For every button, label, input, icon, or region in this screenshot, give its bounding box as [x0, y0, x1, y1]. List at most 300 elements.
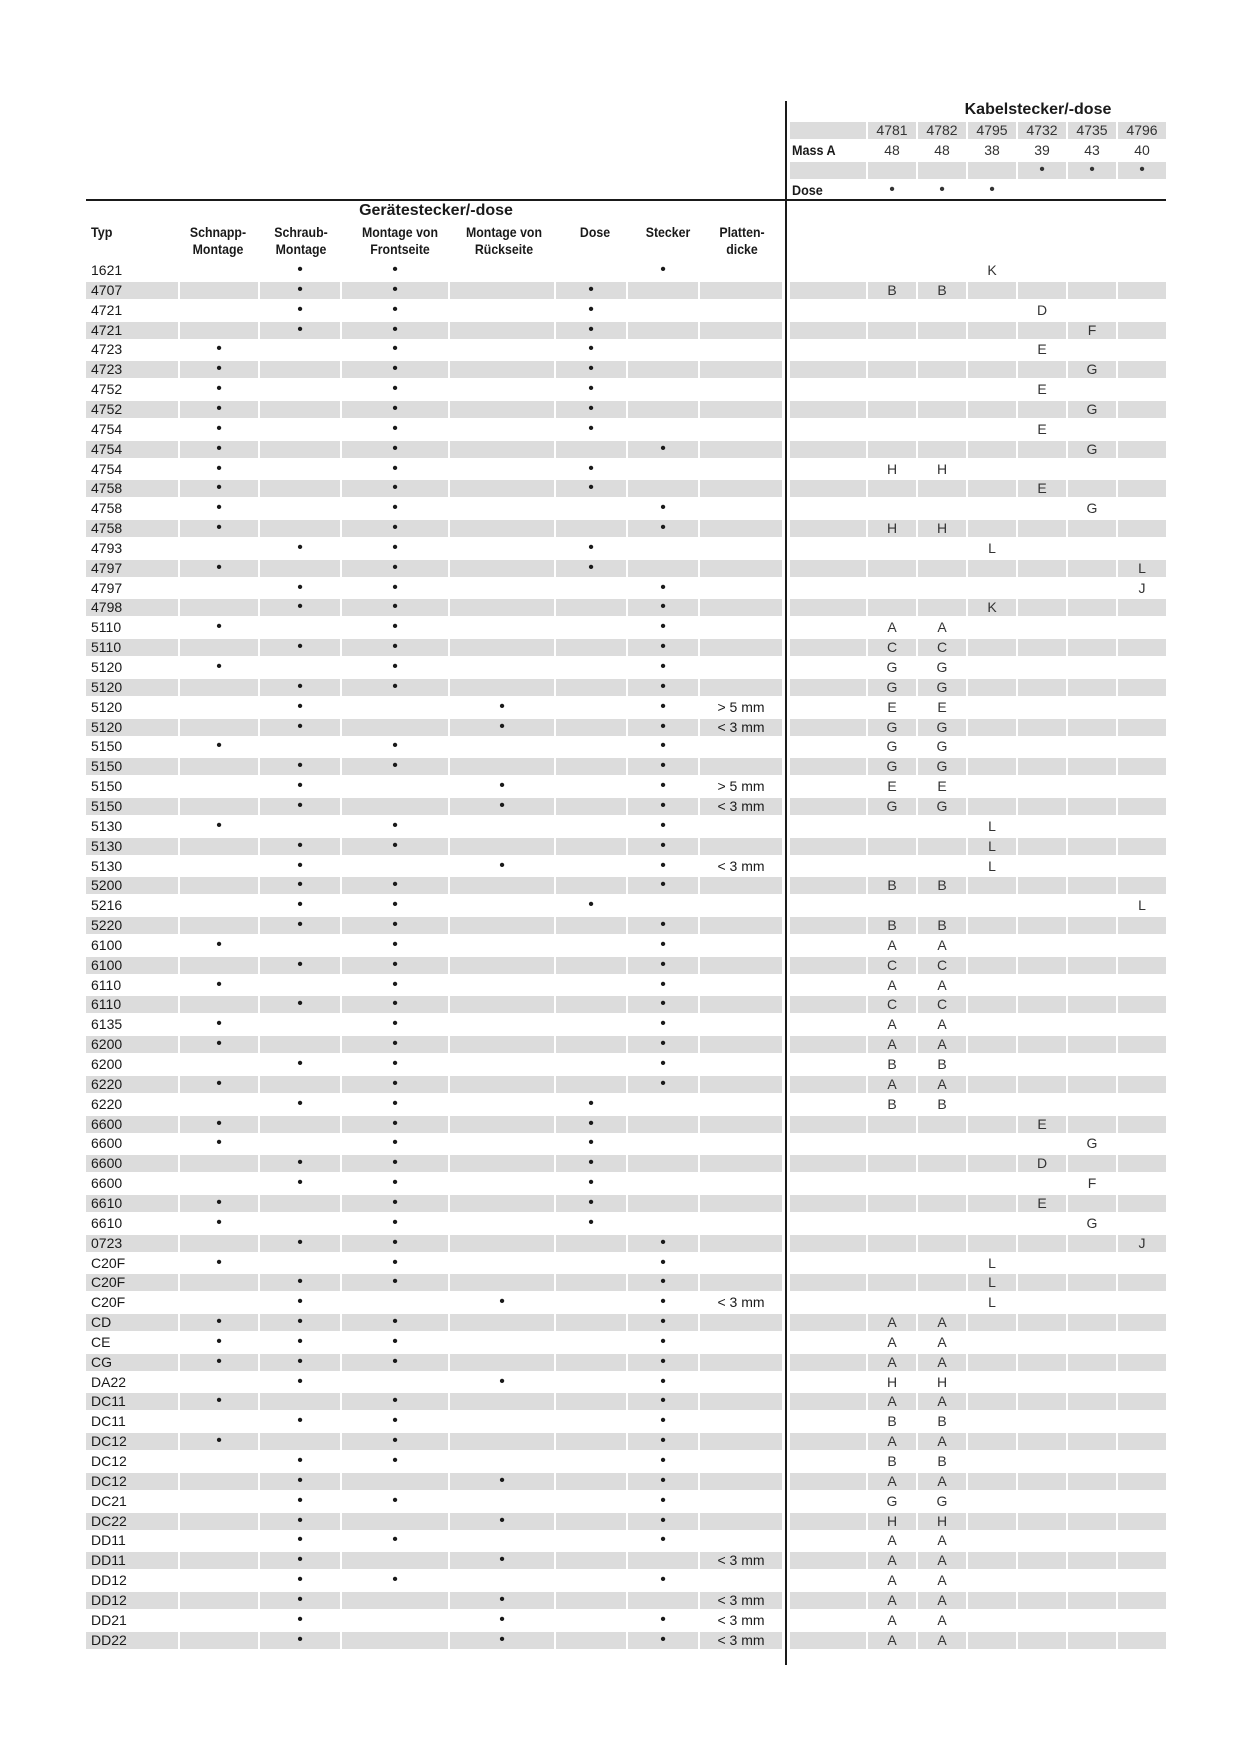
cell-screw: •	[297, 1491, 303, 1509]
cell-typ: 6100	[91, 956, 123, 973]
cell-stecker: •	[660, 1511, 666, 1529]
row-cell-bg	[450, 917, 554, 934]
cell-snap: •	[216, 935, 222, 953]
row-cell-bg	[968, 361, 1016, 378]
cell-cable-code: E	[937, 778, 947, 795]
cell-cable-code: A	[937, 1036, 947, 1053]
cell-cable-code: B	[937, 1413, 947, 1430]
row-cell-bg	[968, 1076, 1016, 1093]
cell-stecker: •	[660, 1074, 666, 1092]
cell-cable-code: E	[1037, 1115, 1047, 1132]
cell-screw: •	[297, 578, 303, 596]
cell-typ: 4754	[91, 440, 123, 457]
row-cell-bg	[1018, 1393, 1066, 1410]
row-cell-bg	[1018, 361, 1066, 378]
row-cell-bg	[450, 282, 554, 299]
cell-front: •	[392, 1452, 398, 1469]
row-cell-bg	[700, 520, 782, 537]
row-cell-bg	[790, 1155, 866, 1172]
cell-typ: DC12	[91, 1453, 127, 1469]
cell-front: •	[392, 459, 398, 477]
cell-snap: •	[216, 479, 222, 497]
cell-typ: 4754	[91, 420, 123, 437]
cell-cable-code: H	[936, 1512, 948, 1529]
row-cell-bg	[628, 560, 698, 577]
row-cell-bg	[790, 1354, 866, 1371]
row-cell-bg	[628, 401, 698, 418]
cell-cable-code: A	[937, 1532, 947, 1549]
row-cell-bg	[790, 1513, 866, 1530]
cell-dose: •	[588, 1213, 594, 1231]
cell-typ: C20F	[91, 1274, 126, 1291]
row-cell-bg	[790, 1314, 866, 1331]
row-cell-bg	[790, 679, 866, 696]
row-cell-bg	[450, 679, 554, 696]
row-cell-bg	[556, 957, 626, 974]
cell-screw: •	[297, 677, 303, 695]
row-cell-bg	[1068, 560, 1116, 577]
row-cell-bg	[1018, 639, 1066, 656]
row-cell-bg	[1118, 1155, 1166, 1172]
cell-typ: C20F	[91, 1254, 126, 1271]
row-cell-bg	[1018, 1274, 1066, 1291]
row-cell-bg	[1068, 917, 1116, 934]
row-cell-bg	[790, 1235, 866, 1252]
cell-cable-code: A	[937, 976, 947, 993]
row-cell-bg	[1118, 1195, 1166, 1212]
cell-typ: 6200	[91, 1056, 123, 1072]
row-cell-bg	[968, 758, 1016, 775]
row-cell-bg	[1118, 1632, 1166, 1649]
row-cell-bg	[1068, 282, 1116, 299]
cell-plate: < 3 mm	[717, 857, 765, 874]
cell-dose: •	[588, 360, 594, 378]
cell-snap: •	[216, 737, 222, 755]
cell-cable-code: E	[1037, 341, 1047, 358]
row-cell-bg	[1068, 480, 1116, 497]
cell-typ: DD22	[91, 1631, 127, 1648]
row-cell-bg	[556, 1513, 626, 1530]
row-cell-bg	[968, 401, 1016, 418]
cell-screw: •	[297, 1313, 303, 1331]
cable-mass-value: 48	[884, 142, 900, 158]
row-cell-bg	[1018, 917, 1066, 934]
row-cell-bg	[260, 1433, 340, 1450]
cell-stecker: •	[660, 1412, 666, 1430]
cell-snap: •	[216, 1313, 222, 1331]
cell-cable-code: A	[887, 1572, 897, 1589]
row-cell-bg	[450, 838, 554, 855]
cable-type-value: 4796	[1126, 122, 1158, 138]
cell-screw: •	[297, 598, 303, 616]
cell-typ: DD11	[91, 1552, 126, 1569]
cell-cable-code: A	[937, 1572, 947, 1589]
row-cell-bg	[450, 1235, 554, 1252]
cell-front: •	[392, 1352, 398, 1370]
row-cell-bg	[180, 639, 258, 656]
cell-stecker: •	[660, 717, 666, 735]
row-cell-bg	[918, 1195, 966, 1212]
cell-front: •	[392, 1074, 398, 1092]
cell-front: •	[392, 320, 398, 338]
row-cell-bg	[700, 560, 782, 577]
cell-screw: •	[297, 955, 303, 973]
cell-snap: •	[216, 1134, 222, 1152]
cell-cable-code: G	[886, 718, 898, 735]
cell-front: •	[392, 975, 398, 993]
row-cell-bg	[968, 1473, 1016, 1490]
row-cell-bg	[790, 1632, 866, 1649]
cell-back: •	[499, 1551, 505, 1569]
row-cell-bg	[868, 1155, 916, 1172]
row-cell-bg	[790, 798, 866, 815]
cell-stecker: •	[660, 1432, 666, 1450]
cell-typ: 6600	[91, 1175, 123, 1192]
row-cell-bg	[1118, 719, 1166, 736]
row-cell-bg	[1118, 917, 1166, 934]
cell-typ: 5130	[91, 837, 123, 854]
row-cell-bg	[1018, 401, 1066, 418]
cell-stecker: •	[660, 1531, 666, 1549]
cell-front: •	[392, 995, 398, 1013]
row-cell-bg	[556, 1393, 626, 1410]
row-cell-bg	[1118, 401, 1166, 418]
cell-snap: •	[216, 340, 222, 358]
row-cell-bg	[700, 1513, 782, 1530]
row-cell-bg	[700, 838, 782, 855]
row-cell-bg	[1018, 758, 1066, 775]
row-cell-bg	[1018, 838, 1066, 855]
cell-front: •	[392, 538, 398, 556]
row-cell-bg	[556, 758, 626, 775]
cell-screw: •	[297, 796, 303, 814]
cell-dose: •	[588, 1114, 594, 1132]
row-cell-bg	[968, 639, 1016, 656]
cell-back: •	[499, 796, 505, 814]
cell-cable-code: A	[887, 1075, 897, 1092]
header-rueck	[451, 224, 557, 258]
row-cell-bg	[1018, 1513, 1066, 1530]
row-cell-bg	[700, 957, 782, 974]
header-typ: Typ	[91, 224, 113, 240]
row-cell-bg	[342, 1513, 448, 1530]
row-cell-bg	[1118, 480, 1166, 497]
row-cell-bg	[556, 1473, 626, 1490]
row-cell-bg	[180, 719, 258, 736]
row-cell-bg	[1018, 1076, 1066, 1093]
cell-typ: 5110	[91, 639, 122, 656]
cell-screw: •	[297, 280, 303, 298]
cell-front: •	[392, 558, 398, 576]
row-cell-bg	[450, 599, 554, 616]
row-cell-bg	[1118, 679, 1166, 696]
cell-stecker: •	[660, 439, 666, 457]
cable-type-value: 4782	[926, 122, 958, 138]
row-cell-bg	[1068, 996, 1116, 1013]
cell-stecker: •	[660, 638, 666, 656]
row-cell-bg	[556, 1076, 626, 1093]
row-cell-bg	[968, 719, 1016, 736]
row-cell-bg	[260, 1076, 340, 1093]
row-cell-bg	[1018, 1235, 1066, 1252]
row-cell-bg	[1118, 1473, 1166, 1490]
cell-front: •	[392, 1094, 398, 1112]
cell-screw: •	[297, 1094, 303, 1112]
row-cell-bg	[700, 1235, 782, 1252]
row-cell-bg	[918, 1155, 966, 1172]
cell-screw: •	[297, 1452, 303, 1469]
row-cell-bg	[1068, 758, 1116, 775]
cell-dose: •	[588, 300, 594, 318]
cable-stecker-value: •	[1039, 161, 1045, 178]
cell-typ: 6110	[91, 996, 122, 1013]
cell-screw: •	[297, 1610, 303, 1628]
row-cell-bg	[450, 441, 554, 458]
row-cell-bg	[700, 758, 782, 775]
row-cell-bg	[1068, 520, 1116, 537]
cell-cable-code: C	[886, 639, 898, 656]
row-cell-bg	[700, 639, 782, 656]
cell-cable-code: A	[937, 1393, 947, 1410]
cell-stecker: •	[660, 1491, 666, 1509]
row-cell-bg	[450, 1036, 554, 1053]
cell-typ: 4752	[91, 400, 123, 417]
cell-plate: > 5 mm	[717, 698, 765, 715]
cell-cable-code: G	[936, 1492, 948, 1509]
cell-screw: •	[297, 1174, 303, 1192]
cell-front: •	[392, 499, 398, 517]
cell-snap: •	[216, 399, 222, 417]
row-cell-bg	[450, 758, 554, 775]
cell-front: •	[392, 618, 398, 636]
cell-screw: •	[297, 538, 303, 556]
row-cell-bg	[180, 996, 258, 1013]
row-cell-bg	[968, 1552, 1016, 1569]
cell-stecker: •	[660, 1293, 666, 1311]
cell-front: •	[392, 1015, 398, 1033]
cell-cable-code: A	[887, 1631, 897, 1648]
cell-cable-code: B	[937, 917, 947, 934]
row-cell-bg	[260, 1116, 340, 1133]
row-cell-bg	[180, 838, 258, 855]
cell-stecker: •	[660, 1313, 666, 1331]
cable-mass-value: 40	[1134, 142, 1150, 158]
cell-stecker: •	[660, 955, 666, 973]
cell-typ: 4721	[91, 321, 123, 338]
row-cell-bg	[790, 1473, 866, 1490]
row-cell-bg	[628, 480, 698, 497]
cell-typ: 4723	[91, 361, 123, 378]
row-cell-bg	[1018, 957, 1066, 974]
cell-back: •	[499, 717, 505, 735]
row-cell-bg	[968, 798, 1016, 815]
cell-cable-code: C	[936, 996, 948, 1013]
row-cell-bg	[450, 1354, 554, 1371]
row-cell-bg	[450, 639, 554, 656]
cell-typ: DD21	[91, 1611, 127, 1628]
cell-cable-code: L	[988, 857, 996, 874]
row-cell-bg	[1068, 957, 1116, 974]
row-cell-bg	[968, 1393, 1016, 1410]
row-cell-bg	[790, 719, 866, 736]
row-cell-bg	[1068, 1552, 1116, 1569]
row-cell-bg	[1018, 1632, 1066, 1649]
row-cell-bg	[968, 1195, 1016, 1212]
row-cell-bg	[968, 1354, 1016, 1371]
row-cell-bg	[918, 480, 966, 497]
cell-cable-code: L	[988, 837, 996, 854]
cell-snap: •	[216, 519, 222, 537]
cell-back: •	[499, 1293, 505, 1311]
cell-stecker: •	[660, 1352, 666, 1370]
cable-header-underline	[1068, 199, 1116, 201]
cell-stecker: •	[660, 1332, 666, 1350]
row-cell-bg	[700, 917, 782, 934]
cell-typ: C20F	[91, 1294, 126, 1311]
row-cell-bg	[1018, 1354, 1066, 1371]
row-cell-bg	[450, 1155, 554, 1172]
cell-plate: < 3 mm	[717, 718, 765, 735]
cell-cable-code: G	[886, 738, 898, 755]
row-cell-bg	[700, 1076, 782, 1093]
row-cell-bg	[450, 560, 554, 577]
cell-cable-code: B	[937, 1095, 947, 1112]
cell-cable-code: B	[887, 1056, 897, 1072]
cell-cable-code: A	[887, 976, 897, 993]
row-cell-bg	[1118, 798, 1166, 815]
row-cell-bg	[868, 322, 916, 339]
row-cell-bg	[180, 798, 258, 815]
cell-cable-code: B	[937, 1056, 947, 1072]
row-cell-bg	[1018, 679, 1066, 696]
cell-typ: 5120	[91, 698, 123, 715]
row-cell-bg	[1118, 1354, 1166, 1371]
cell-back: •	[499, 777, 505, 795]
cell-dose: •	[588, 320, 594, 338]
cell-cable-code: A	[887, 1552, 897, 1569]
cell-screw: •	[297, 757, 303, 775]
cell-stecker: •	[660, 519, 666, 537]
row-cell-bg	[450, 1274, 554, 1291]
row-cell-bg	[1018, 322, 1066, 339]
cell-back: •	[499, 1372, 505, 1390]
cell-cable-code: B	[887, 1413, 897, 1430]
header-schraub-line1: Schraub-	[274, 224, 328, 240]
cell-snap: •	[216, 439, 222, 457]
row-cell-bg	[1068, 1433, 1116, 1450]
cell-screw: •	[297, 1511, 303, 1529]
row-cell-bg	[450, 361, 554, 378]
cable-header-underline	[968, 199, 1016, 201]
cell-cable-code: B	[887, 1095, 897, 1112]
cell-cable-code: E	[887, 698, 897, 715]
cable-label-mass: Mass A	[792, 142, 836, 158]
cell-back: •	[499, 856, 505, 874]
cell-typ: 6135	[91, 1016, 123, 1033]
row-cell-bg	[450, 520, 554, 537]
cell-dose: •	[588, 1134, 594, 1152]
row-cell-bg	[700, 361, 782, 378]
row-cell-bg	[1118, 957, 1166, 974]
cell-cable-code: G	[886, 797, 898, 814]
row-cell-bg	[968, 957, 1016, 974]
row-cell-bg	[968, 322, 1016, 339]
row-cell-bg	[968, 1513, 1016, 1530]
cable-type-value: 4781	[876, 122, 908, 138]
row-cell-bg	[450, 957, 554, 974]
cell-dose: •	[588, 896, 594, 914]
cell-front: •	[392, 419, 398, 437]
cell-stecker: •	[660, 618, 666, 636]
cell-cable-code: E	[887, 778, 897, 795]
cell-snap: •	[216, 558, 222, 576]
row-cell-bg	[968, 1433, 1016, 1450]
cell-dose: •	[588, 1174, 594, 1192]
row-cell-bg	[790, 1116, 866, 1133]
cell-typ: 6600	[91, 1135, 123, 1152]
cell-front: •	[392, 399, 398, 417]
row-cell-bg	[556, 1552, 626, 1569]
cell-stecker: •	[660, 796, 666, 814]
cell-cable-code: L	[988, 817, 996, 834]
row-cell-bg	[1068, 1195, 1116, 1212]
cable-mass-value: 39	[1034, 142, 1050, 158]
cell-cable-code: D	[1036, 301, 1048, 318]
cell-plate: < 3 mm	[717, 1631, 765, 1648]
cell-front: •	[392, 519, 398, 537]
header-platten-line1: Platten-	[719, 224, 765, 240]
row-cell-bg	[260, 401, 340, 418]
row-cell-bg	[556, 520, 626, 537]
cell-cable-code: B	[887, 281, 897, 298]
cable-stecker-value: •	[1139, 161, 1145, 178]
cell-front: •	[392, 916, 398, 934]
cell-cable-code: C	[886, 956, 898, 973]
cell-typ: 5120	[91, 718, 123, 735]
cable-type-value: 4735	[1076, 122, 1108, 138]
row-cell-bg	[700, 1155, 782, 1172]
row-cell-bg	[628, 1155, 698, 1172]
cell-cable-code: E	[1037, 1194, 1047, 1211]
row-cell-bg	[556, 719, 626, 736]
row-cell-bg	[868, 1116, 916, 1133]
cable-mass-value: 48	[934, 142, 950, 158]
row-cell-bg	[556, 1036, 626, 1053]
row-cell-bg	[1068, 1116, 1116, 1133]
cell-front: •	[392, 1233, 398, 1251]
cell-back: •	[499, 1590, 505, 1608]
header-platten	[707, 224, 777, 258]
cell-cable-code: G	[936, 738, 948, 755]
cell-cable-code: C	[936, 956, 948, 973]
cell-stecker: •	[660, 1015, 666, 1033]
cell-front: •	[392, 1392, 398, 1410]
cell-stecker: •	[660, 1035, 666, 1053]
section-divider	[785, 101, 787, 1665]
row-cell-bg	[1018, 1592, 1066, 1609]
row-cell-bg	[556, 798, 626, 815]
row-cell-bg	[450, 1314, 554, 1331]
header-rueck-line2: Rückseite	[474, 241, 534, 257]
row-cell-bg	[1068, 1592, 1116, 1609]
row-cell-bg	[450, 1076, 554, 1093]
cell-plate: < 3 mm	[717, 1611, 765, 1628]
row-cell-bg	[790, 1433, 866, 1450]
cell-cable-code: A	[887, 1472, 897, 1489]
header-front-line2: Frontseite	[370, 241, 430, 257]
row-cell-bg	[1018, 1473, 1066, 1490]
cell-stecker: •	[660, 876, 666, 894]
